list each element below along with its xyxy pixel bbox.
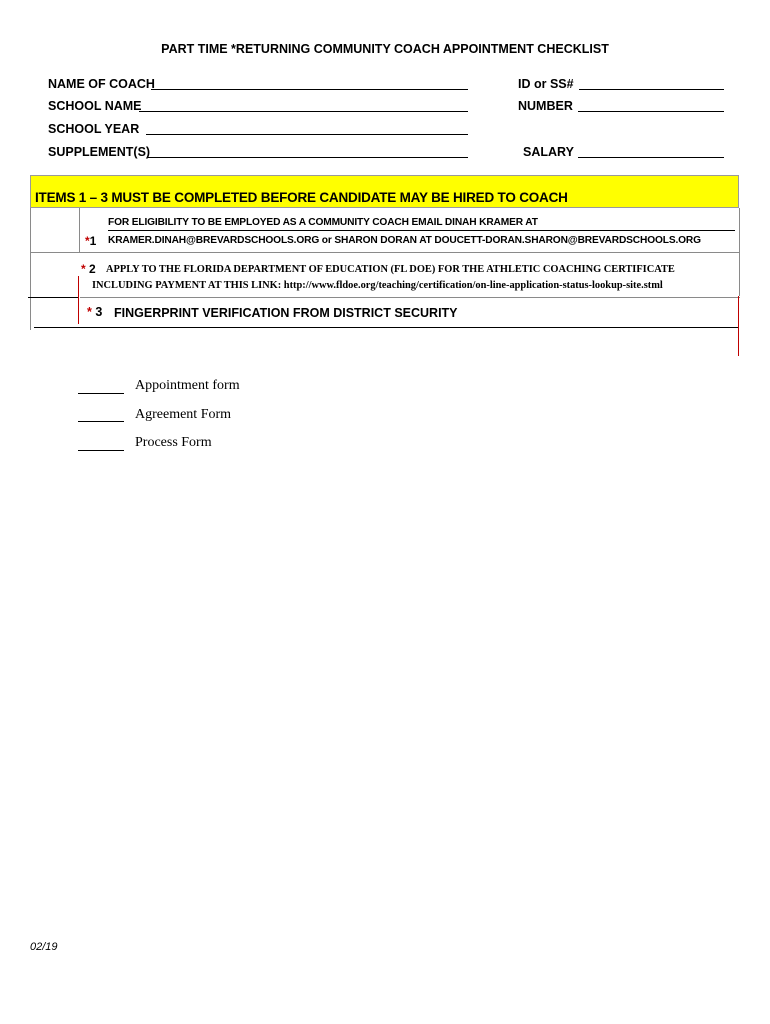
asterisk-icon: * bbox=[85, 234, 90, 248]
asterisk-icon: * bbox=[81, 262, 86, 276]
red-margin-mark bbox=[78, 276, 79, 324]
school-year-field[interactable] bbox=[146, 134, 468, 135]
number-label: NUMBER bbox=[518, 99, 573, 113]
process-form-check-line[interactable] bbox=[78, 450, 124, 451]
item-number: 2 bbox=[85, 262, 96, 276]
item-1-marker bbox=[85, 234, 96, 248]
appointment-form-label: Appointment form bbox=[135, 378, 240, 393]
requirements-banner-text: ITEMS 1 – 3 MUST BE COMPLETED BEFORE CANDIDATE MAY BE HIRED TO COACH bbox=[35, 190, 568, 205]
row-divider-1b bbox=[79, 252, 740, 253]
item-3-marker bbox=[87, 305, 102, 319]
table-bottom-border bbox=[34, 327, 739, 328]
item-1-underline bbox=[108, 230, 735, 231]
asterisk-icon: * bbox=[87, 305, 92, 319]
item-2-line-2: INCLUDING PAYMENT AT THIS LINK: http://www.fldoe.org/teaching/certification/on-line-application-status-lookup-site.stml bbox=[92, 280, 663, 291]
id-ss-field[interactable] bbox=[579, 89, 724, 90]
page-title: PART TIME *RETURNING COMMUNITY COACH APPOINTMENT CHECKLIST bbox=[161, 42, 609, 56]
school-year-label: SCHOOL YEAR bbox=[48, 122, 140, 136]
agreement-form-check-line[interactable] bbox=[78, 421, 124, 422]
item-number: 3 bbox=[91, 305, 103, 319]
item-3-line-1: FINGERPRINT VERIFICATION FROM DISTRICT SECURITY bbox=[114, 306, 458, 320]
id-ss-label: ID or SS# bbox=[518, 77, 574, 91]
row-divider-1 bbox=[30, 252, 80, 253]
red-margin-mark-right bbox=[738, 296, 739, 356]
row-divider-2b bbox=[80, 297, 740, 298]
appointment-form-check-line[interactable] bbox=[78, 393, 124, 394]
name-of-coach-field[interactable] bbox=[151, 89, 468, 90]
process-form-label: Process Form bbox=[135, 435, 212, 450]
revision-date: 02/19 bbox=[30, 941, 58, 953]
number-field[interactable] bbox=[578, 111, 724, 112]
item-1-line-1: FOR ELIGIBILITY TO BE EMPLOYED AS A COMMUNITY COACH EMAIL DINAH KRAMER AT bbox=[108, 217, 538, 228]
name-of-coach-label: NAME OF COACH bbox=[48, 77, 155, 91]
table-left-border bbox=[30, 208, 31, 330]
agreement-form-label: Agreement Form bbox=[135, 407, 232, 422]
supplements-field[interactable] bbox=[148, 157, 468, 158]
table-divider bbox=[79, 208, 80, 252]
supplements-label: SUPPLEMENT(S) bbox=[48, 145, 151, 159]
salary-label: SALARY bbox=[523, 145, 574, 159]
salary-field[interactable] bbox=[578, 157, 724, 158]
item-number: 1 bbox=[89, 234, 97, 248]
item-2-marker bbox=[81, 262, 96, 276]
school-name-label: SCHOOL NAME bbox=[48, 99, 142, 113]
item-2-line-1: APPLY TO THE FLORIDA DEPARTMENT OF EDUCATION (FL DOE) FOR THE ATHLETIC COACHING CERTIFICATE bbox=[106, 264, 675, 275]
school-name-field[interactable] bbox=[139, 111, 468, 112]
row-divider-2 bbox=[28, 297, 78, 298]
item-1-line-2: KRAMER.DINAH@BREVARDSCHOOLS.ORG or SHARON DORAN AT DOUCETT-DORAN.SHARON@BREVARDSCHOOLS.ORG bbox=[108, 235, 701, 246]
